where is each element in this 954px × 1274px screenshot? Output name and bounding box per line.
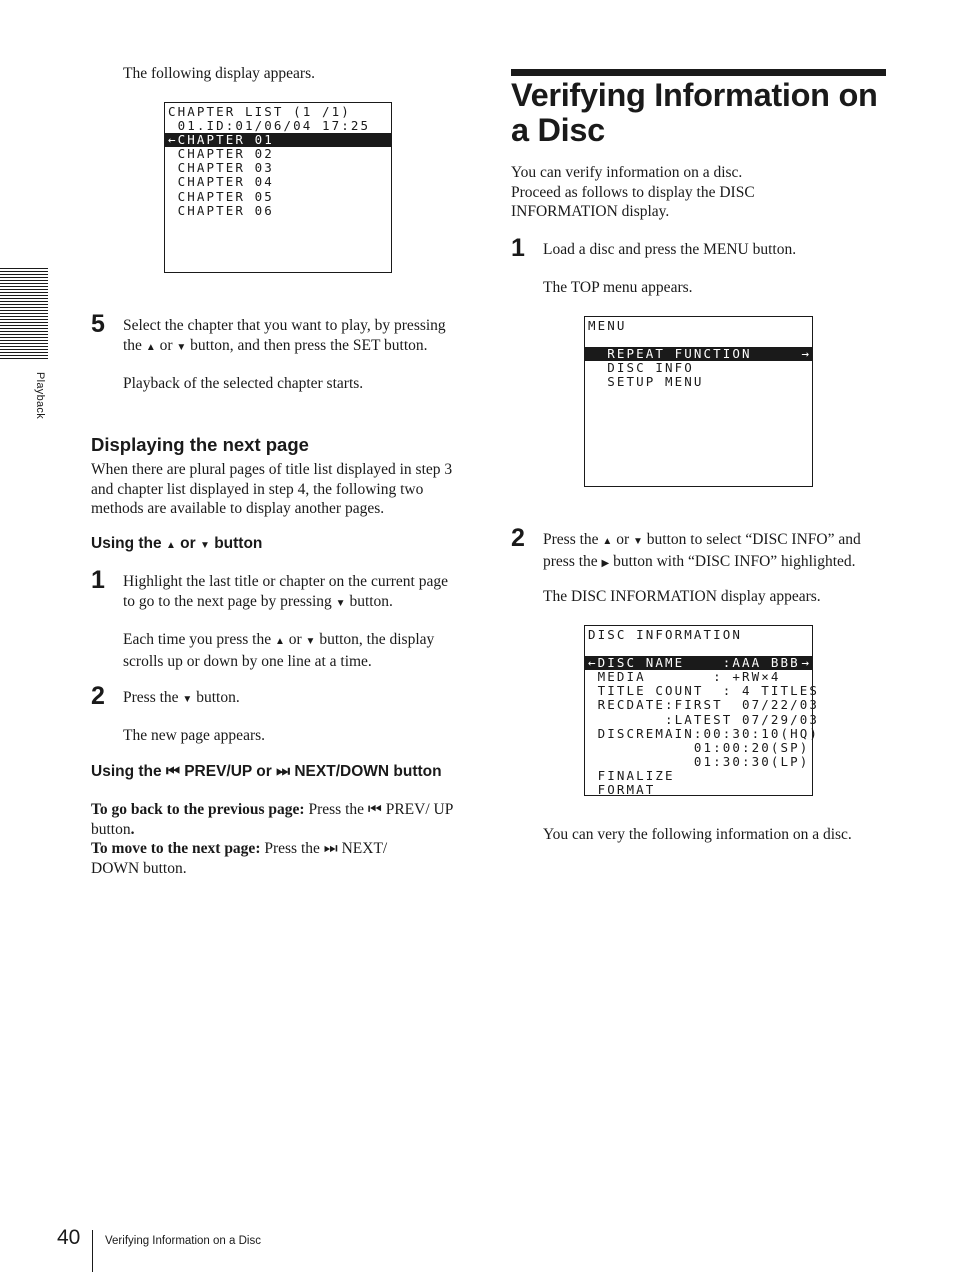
title-rule — [511, 69, 886, 76]
up-arrow-icon: ▲ — [145, 341, 156, 353]
footer-section-title: Verifying Information on a Disc — [105, 1235, 261, 1247]
up-arrow-icon: ▲ — [274, 636, 285, 647]
screen-line-text: ←DISC NAME :AAA BBB — [588, 655, 800, 671]
step-1-result: The TOP menu appears. — [543, 279, 693, 296]
step-5-text: Select the chapter that you want to play, by pressing the ▲ or ▼ button, and then press the SET button. — [123, 317, 446, 354]
go-back-instruction: To go back to the previous page: Press the ⏮ PREV/ UP button. — [91, 801, 453, 838]
screen-line-text: 01:00:20(SP) — [588, 739, 810, 755]
screen-line — [585, 683, 820, 699]
screen-line-text: :LATEST 07/29/03 — [588, 711, 820, 727]
disc-information-screen — [584, 625, 820, 798]
screen-line — [585, 319, 812, 333]
prev-icon: ⏮ — [367, 801, 382, 818]
sub-step-2-result: The new page appears. — [123, 727, 266, 744]
down-arrow-icon: ▼ — [182, 694, 193, 705]
sub-step-1-number: 1 — [91, 566, 105, 594]
sub-step-1-more: Each time you press the ▲ or ▼ button, the display scrolls up or down by one line at a time. — [123, 631, 435, 670]
screen-line-text: 01.ID:01/06/04 17:25 — [168, 118, 371, 134]
step-2-number: 2 — [511, 524, 525, 552]
screen-line — [585, 333, 812, 347]
screen-line — [585, 670, 812, 684]
screen-line-text: REPEAT FUNCTION — [588, 346, 752, 362]
screen-line — [585, 725, 820, 741]
screen-line — [165, 105, 391, 119]
prev-icon: ⏮ — [165, 763, 180, 780]
top-menu-screen — [584, 316, 813, 487]
screen-line — [165, 119, 391, 133]
screen-line-text: TITLE COUNT : 4 TITLES — [588, 683, 820, 699]
screen-arrow-icon: → — [801, 655, 809, 671]
up-arrow-icon: ▲ — [602, 536, 613, 547]
screen-line — [165, 190, 391, 204]
section-intro: You can verify information on a disc. Proceed as follows to display the DISC INFORMATION display. — [511, 164, 755, 220]
closing-text: You can very the following information on a disc. — [543, 826, 852, 843]
page-number: 40 — [57, 1226, 81, 1249]
screen-line-text: CHAPTER 05 — [168, 188, 274, 204]
heading-next-page: Displaying the next page — [91, 434, 309, 455]
step-1-number: 1 — [511, 234, 525, 262]
screen-line — [585, 769, 812, 783]
side-tab-stripes — [0, 268, 48, 360]
next-icon: ⏭ — [276, 763, 291, 780]
screen-line-text: MEDIA : +RW×4 — [588, 669, 781, 685]
chapter-list-screen — [164, 102, 392, 273]
heading-using-updown: Using the ▲ or ▼ button — [91, 535, 263, 552]
move-next-instruction: To move to the next page: Press the ⏭ NEXT/ DOWN button. — [91, 840, 388, 877]
screen-line — [165, 175, 391, 189]
footer-divider — [92, 1230, 93, 1272]
next-icon: ⏭ — [323, 840, 338, 857]
step-5-result: Playback of the selected chapter starts. — [123, 375, 364, 392]
screen-line — [585, 711, 820, 727]
screen-line — [165, 161, 391, 175]
screen-line-text: CHAPTER 02 — [168, 146, 274, 162]
sub-step-2-number: 2 — [91, 682, 105, 710]
screen-line — [585, 755, 812, 769]
screen-line — [585, 628, 812, 642]
screen-line-text: MENU — [588, 318, 627, 333]
screen-line-text: DISC INFO — [588, 360, 694, 376]
screen-line-text: CHAPTER 04 — [168, 174, 274, 190]
page-title: Verifying Information on a Disc — [511, 77, 878, 148]
screen-highlighted-line — [585, 347, 812, 361]
side-tab-label: Playback — [34, 372, 46, 420]
screen-line-text: CHAPTER LIST (1 /1) — [168, 104, 351, 119]
next-page-body: When there are plural pages of title list displayed in step 3 and chapter list displayed in step 4, the following two methods are available to display another pages. — [91, 461, 453, 517]
heading-using-prevnext: Using the ⏮ PREV/UP or ⏭ NEXT/DOWN button — [91, 763, 442, 780]
screen-line-text: FORMAT — [588, 782, 656, 798]
right-arrow-icon: ▶ — [601, 557, 610, 569]
sub-step-2-text: Press the ▼ button. — [123, 689, 240, 706]
screen-arrow-icon: → — [801, 346, 809, 362]
screen-line-text: ←CHAPTER 01 — [168, 132, 274, 148]
screen-line — [585, 783, 812, 797]
screen-line — [585, 361, 812, 375]
screen-line-text: DISC INFORMATION — [588, 627, 743, 642]
screen-line-text: CHAPTER 03 — [168, 160, 274, 176]
up-arrow-icon: ▲ — [165, 540, 176, 551]
screen-line — [585, 375, 812, 389]
screen-line-text: 01:30:30(LP) — [588, 753, 810, 769]
down-arrow-icon: ▼ — [305, 636, 316, 647]
screen-highlighted-line — [585, 656, 812, 670]
screen-line-text: RECDATE:FIRST 07/22/03 — [588, 697, 820, 713]
screen-line — [585, 697, 820, 713]
screen-line — [165, 147, 391, 161]
step-2-result: The DISC INFORMATION display appears. — [543, 588, 821, 605]
sub-step-1-text: Highlight the last title or chapter on the current page to go to the next page by pressing ▼ button. — [123, 573, 448, 610]
step-1-text: Load a disc and press the MENU button. — [543, 241, 797, 258]
screen-line — [585, 642, 812, 656]
down-arrow-icon: ▼ — [199, 540, 210, 551]
step-2-text: Press the ▲ or ▼ button to select “DISC INFO” and press the ▶ button with “DISC INFO” highlighted. — [543, 531, 861, 570]
screen-line — [165, 204, 391, 218]
screen-line-text: SETUP MENU — [588, 374, 704, 390]
intro-text: The following display appears. — [123, 65, 315, 82]
down-arrow-icon: ▼ — [633, 536, 643, 547]
screen-line-text: CHAPTER 06 — [168, 202, 274, 218]
screen-line-text: DISCREMAIN:00:30:10(HQ) — [588, 725, 820, 741]
down-arrow-icon: ▼ — [335, 597, 346, 609]
down-arrow-icon: ▼ — [176, 341, 187, 353]
screen-line — [585, 741, 812, 755]
step-5-number: 5 — [91, 310, 105, 338]
screen-highlighted-line — [165, 133, 391, 147]
screen-line-text: FINALIZE — [588, 767, 675, 783]
